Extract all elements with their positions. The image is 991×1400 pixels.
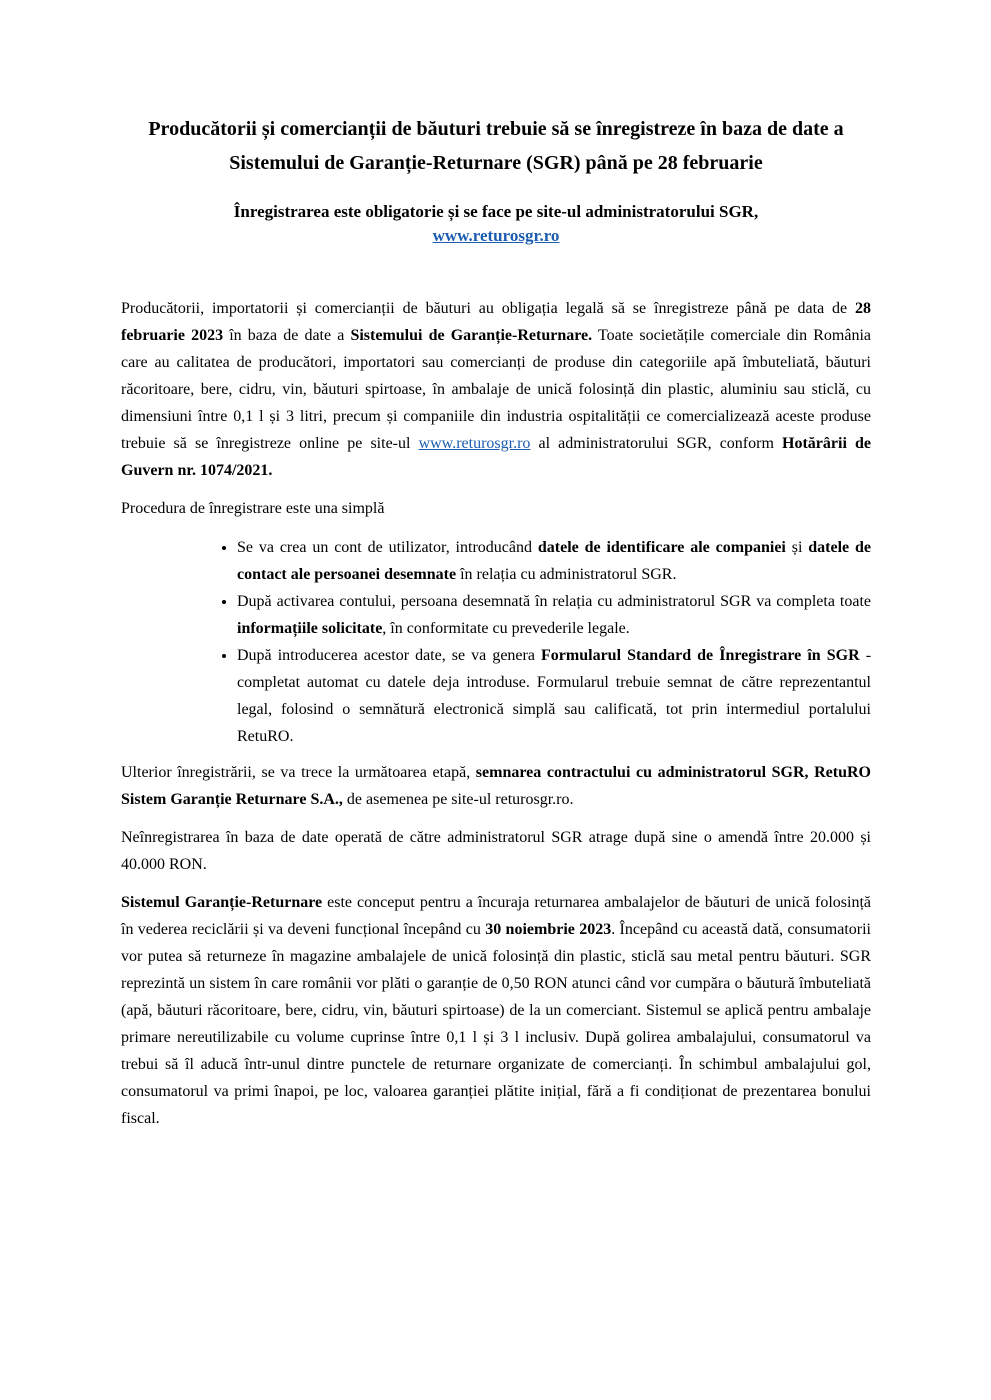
- text-segment: . Începând cu această dată, consumatorii vor putea să returneze în magazine ambalajele de unică folosință din plastic, sticlă sau metal pentru băuturi. SGR reprezintă un sistem în care românii vor plăti o garanție de 0,50 RON atunci când vor cumpăra o băutură îmbuteliată (apă, băuturi răcoritoare, bere, cidru, vin, băuturi spirtoase) de la un comerciant. Sistemul se aplică pentru ambalaje primare nereutilizabile cu volume cuprinse între 0,1 l și 3 l inclusiv. După golirea ambalajului, consumatorul va trebui să îl aducă într-unul dintre punctele de returnare organizate de comercianți. În schimbul ambalajului gol, consumatorul va primi înapoi, pe loc, valoarea garanției plătite inițial, fără a fi condiționat de prezentarea bonului fiscal.: [121, 921, 871, 1127]
- bullet-item-activation: [237, 588, 871, 642]
- contact-data-bold: datele de contact ale persoanei desemnate: [237, 539, 872, 583]
- bullet-item-account: [237, 534, 871, 588]
- penalty-paragraph: [121, 824, 871, 878]
- text-segment: de asemenea pe site-ul returosgr.ro.: [342, 791, 574, 808]
- returosgr-inline-link[interactable]: www.returosgr.ro: [418, 435, 531, 452]
- system-name-bold: Sistemului de Garanție-Returnare.: [350, 327, 593, 344]
- text-segment: și: [785, 539, 809, 556]
- subtitle-link-row: [121, 224, 871, 248]
- text-segment: Ulterior înregistrării, se va trece la următoarea etapă,: [121, 764, 476, 781]
- contract-paragraph: [121, 759, 871, 813]
- contract-signing-bold: semnarea contractului cu administratorul SGR, RetuRO Sistem Garanție Returnare S.A.,: [121, 764, 872, 808]
- text-segment: Toate societățile comerciale din România care au calitatea de producători, importatori sau comercianți de produse din categoriile apă îmbuteliată, băuturi răcoritoare, bere, cidru, vin, băuturi spirtoase, în ambalaje de unică folosință din plastic, aluminiu sau sticlă, cu dimensiuni între 0,1 l și 3 litri, precum și companiile din industria ospitalității ce comercializează aceste produse trebuie să se înregistreze online pe site-ul: [121, 327, 871, 452]
- standard-form-bold: Formularul Standard de Înregistrare în SGR: [541, 647, 860, 664]
- procedure-intro: Procedura de înregistrare este una simplă: [121, 500, 385, 517]
- text-segment: După activarea contului, persoana desemnată în relația cu administratorul SGR va completa toate: [237, 593, 871, 610]
- document-subtitle: Înregistrarea este obligatorie și se face pe site-ul administratorului SGR,: [233, 202, 759, 221]
- text-segment: în baza de date a: [223, 327, 351, 344]
- text-segment: în relația cu administratorul SGR.: [456, 566, 677, 583]
- intro-paragraph: [121, 295, 871, 484]
- text-segment: Neînregistrarea în baza de date operată de către administratorul SGR atrage după sine o amendă între 20.000 și 40.000 RON.: [121, 829, 871, 873]
- text-segment: - completat automat cu datele deja introduse. Formularul trebuie semnat de către reprezentantul legal, folosind o semnătură electronică simplă sau calificată, tot prin intermediul portalului RetuRO.: [237, 647, 872, 745]
- document-title: Producătorii și comercianții de băuturi trebuie să se înregistreze în baza de date a Sistemului de Garanție-Returnare (SGR) până pe 28 februarie: [148, 118, 844, 174]
- sgr-system-bold: Sistemul Garanție-Returnare: [121, 894, 323, 911]
- bullet-item-form: [237, 642, 871, 750]
- company-data-bold: datele de identificare ale companiei: [537, 539, 786, 556]
- procedure-bullet-list: [121, 534, 871, 750]
- law-reference-bold: Hotărârii de Guvern nr. 1074/2021.: [121, 435, 871, 479]
- text-segment: După introducerea acestor date, se va genera: [237, 647, 542, 664]
- requested-info-bold: informațiile solicitate: [237, 620, 383, 637]
- text-segment: , în conformitate cu prevederile legale.: [382, 620, 630, 637]
- text-segment: Producătorii, importatorii și comercianții de băuturi au obligația legală să se înregistreze până pe data de: [121, 300, 855, 317]
- system-description-paragraph: [121, 889, 871, 1132]
- returosgr-link[interactable]: www.returosgr.ro: [432, 226, 560, 245]
- deadline-date-bold: 28 februarie 2023: [121, 300, 871, 344]
- text-segment: este conceput pentru a încuraja returnarea ambalajelor de băuturi de unică folosință în vederea reciclării și va deveni funcțional începând cu: [121, 894, 871, 938]
- launch-date-bold: 30 noiembrie 2023: [485, 921, 612, 938]
- text-segment: al administratorului SGR, conform: [530, 435, 783, 452]
- text-segment: Se va crea un cont de utilizator, introducând: [237, 539, 538, 556]
